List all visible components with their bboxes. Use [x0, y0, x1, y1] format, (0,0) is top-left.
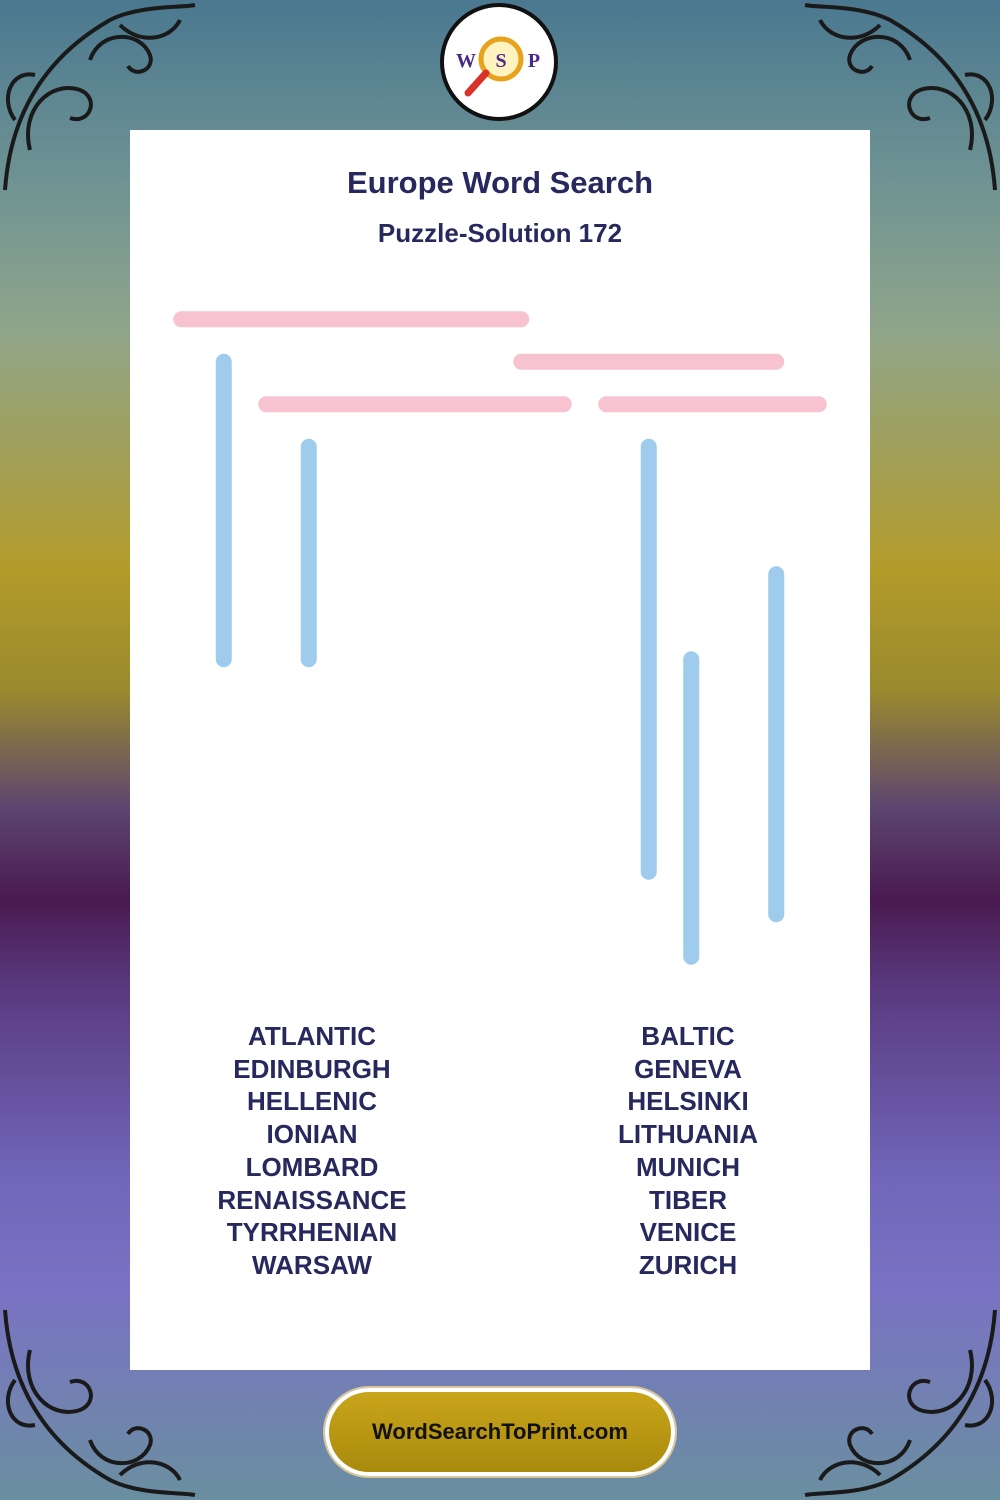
word-item: HELLENIC [247, 1086, 377, 1117]
word-item: VENICE [639, 1217, 737, 1248]
word-search-grid [160, 298, 840, 978]
logo-letter-s: S [495, 50, 507, 72]
word-item: MUNICH [636, 1151, 740, 1182]
puzzle-card [130, 130, 870, 1370]
grid-canvas [160, 298, 840, 978]
word-item: ZURICH [638, 1249, 738, 1280]
word-item: LOMBARD [245, 1151, 379, 1182]
word-item: EDINBURGH [233, 1053, 391, 1084]
magnifier-icon [444, 7, 554, 117]
word-item: IONIAN [266, 1119, 358, 1150]
site-logo[interactable] [440, 3, 558, 121]
word-item: ATLANTIC [247, 1021, 377, 1051]
highlight-layer [181, 319, 819, 957]
word-item: TIBER [649, 1184, 727, 1215]
website-link-button[interactable] [325, 1388, 675, 1476]
logo-letter-w: W [456, 50, 476, 72]
word-item: WARSAW [252, 1249, 372, 1280]
word-item: HELSINKI [627, 1086, 749, 1117]
page-title: Europe Word Search [346, 165, 654, 200]
word-list-right [538, 1020, 838, 1282]
word-list-left [162, 1020, 462, 1282]
website-link-label: WordSearchToPrint.com [372, 1419, 628, 1444]
word-item: LITHUANIA [617, 1119, 759, 1150]
word-item: TYRRHENIAN [226, 1217, 398, 1248]
word-item: RENAISSANCE [217, 1184, 407, 1215]
logo-letter-p: P [527, 50, 541, 72]
word-item: BALTIC [641, 1021, 735, 1051]
word-item: GENEVA [634, 1053, 742, 1084]
page-subtitle: Puzzle-Solution 172 [377, 218, 623, 248]
